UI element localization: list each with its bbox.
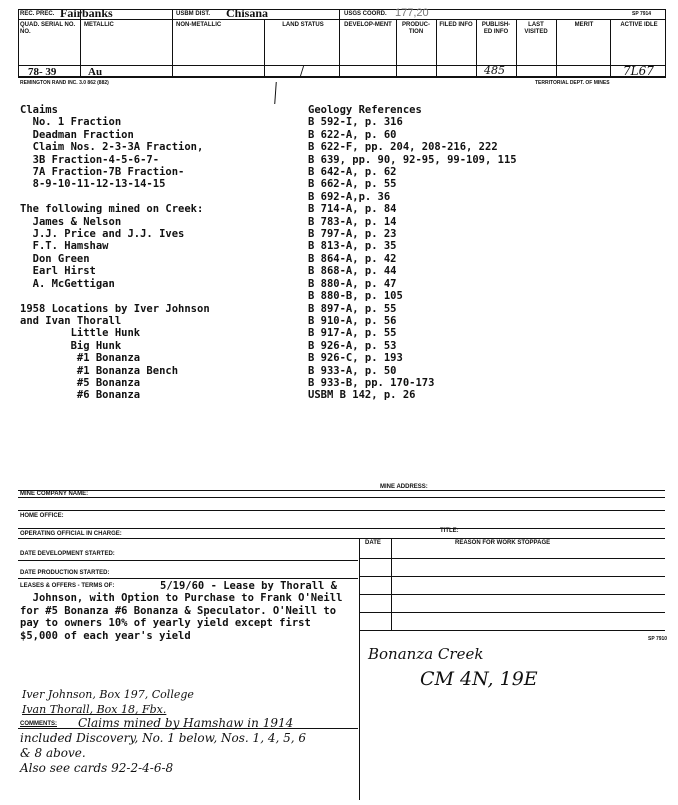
comments-line: Also see cards 92-2-4-6-8: [20, 761, 174, 775]
geology-reference-line: B 933-A, p. 50: [308, 364, 397, 377]
published-info-label: PUBLISH-ED INFO: [481, 22, 511, 35]
geology-reference-line: B 714-A, p. 84: [308, 203, 397, 216]
geology-reference-line: B 864-A, p. 42: [308, 252, 397, 265]
owner-line-1: Iver Johnson, Box 197, College: [22, 688, 194, 701]
usgs-coord-value: 177,20: [395, 7, 429, 19]
usbm-dist-value: Chisana: [226, 6, 269, 20]
geology-reference-line: B 880-A, p. 47: [308, 277, 397, 290]
handwritten-location-1: Bonanza Creek: [368, 645, 484, 663]
claims-line: 8-9-10-11-12-13-14-15: [20, 178, 166, 191]
territorial-note: TERRITORIAL DEPT. OF MINES: [535, 80, 610, 86]
land-status-label: LAND STATUS: [282, 22, 324, 28]
nonmetallic-label: NON-METALLIC: [176, 22, 222, 28]
claims-line: #1 Bonanza Bench: [20, 364, 179, 377]
development-label: DEVELOP-MENT: [344, 22, 392, 28]
claims-list: [20, 104, 210, 402]
lease-terms-line: 5/19/60 - Lease by Thorall &: [160, 580, 338, 592]
claims-line: #5 Bonanza: [20, 376, 141, 389]
geology-reference-line: B 622-F, pp. 204, 208-216, 222: [308, 141, 498, 154]
geology-reference-line: B 692-A,p. 36: [308, 190, 391, 203]
claims-line: #1 Bonanza: [20, 352, 141, 365]
printer-note: REMINGTON RAND INC. 3.0 862 (882): [20, 80, 109, 86]
geology-reference-line: B 926-A, p. 53: [308, 339, 397, 352]
lease-terms-line: pay to owners 10% of yearly yield except first: [20, 617, 311, 630]
comments-line: included Discovery, No. 1 below, Nos. 1, 4, 5, 6: [20, 731, 306, 745]
title-label: TITLE:: [440, 528, 459, 534]
lease-terms-line: for #5 Bonanza #6 Bonanza & Speculator. O'Neill to: [20, 604, 337, 617]
comments-line: Claims mined by Hamshaw in 1914: [78, 716, 294, 730]
geology-reference-line: B 880-B, p. 105: [308, 290, 403, 303]
rec-prec-label: REC. PREC.: [20, 11, 55, 17]
usbm-dist-label: USBM DIST.: [176, 11, 211, 17]
usgs-coord-label: USGS COORD.: [344, 11, 387, 17]
claims-line: J.J. Price and J.J. Ives: [20, 228, 185, 241]
leases-text: [20, 580, 342, 642]
geology-reference-line: B 622-A, p. 60: [308, 128, 397, 141]
geology-reference-line: Geology References: [308, 104, 422, 116]
geology-reference-line: B 868-A, p. 44: [308, 265, 397, 278]
geology-reference-line: B 797-A, p. 23: [308, 228, 397, 241]
geology-reference-line: B 592-I, p. 316: [308, 116, 403, 129]
claims-line: Claims: [20, 104, 58, 116]
geology-reference-line: B 813-A, p. 35: [308, 240, 397, 253]
production-label: PRODUC-TION: [402, 22, 430, 35]
mine-address-label: MINE ADDRESS:: [380, 484, 428, 490]
published-value: 485: [484, 64, 505, 77]
leases-label: LEASES & OFFERS - TERMS OF:: [20, 583, 115, 589]
active-idle-value: 7L67: [623, 64, 654, 78]
comments-label: COMMENTS:: [20, 721, 57, 727]
claims-line: Don Green: [20, 252, 90, 265]
geology-references: [308, 104, 517, 402]
geology-reference-line: B 926-C, p. 193: [308, 352, 403, 365]
geology-reference-line: B 910-A, p. 56: [308, 314, 397, 327]
metallic-label: METALLIC: [84, 22, 114, 28]
last-visited-label: LAST VISITED: [524, 22, 548, 35]
production-started-label: DATE PRODUCTION STARTED:: [20, 570, 110, 576]
claims-line: James & Nelson: [20, 215, 122, 228]
form-number-2: SP 7910: [648, 636, 668, 642]
owner-line-2: Ivan Thorall, Box 18, Fbx.: [22, 703, 167, 716]
mine-company-label: MINE COMPANY NAME:: [20, 491, 89, 497]
rec-prec-value: Fairbanks: [60, 6, 113, 20]
comments-line: & 8 above.: [20, 746, 86, 760]
claims-line: Earl Hirst: [20, 265, 96, 278]
merit-label: MERIT: [574, 22, 594, 28]
geology-reference-line: B 897-A, p. 55: [308, 302, 397, 315]
claims-line: Claim Nos. 2-3-3A Fraction,: [20, 141, 204, 154]
claims-line: Deadman Fraction: [20, 128, 134, 141]
quad-serial-value: 78- 39: [28, 66, 57, 78]
geology-reference-line: B 783-A, p. 14: [308, 215, 397, 228]
geology-reference-line: B 642-A, p. 62: [308, 166, 397, 179]
claims-line: Big Hunk: [20, 339, 122, 352]
claims-line: 7A Fraction-7B Fraction-: [20, 166, 185, 179]
geology-reference-line: USBM B 142, p. 26: [308, 389, 416, 402]
quad-serial-label: QUAD. SERIAL NO. NO.: [20, 22, 76, 35]
date-column-label: DATE: [365, 540, 381, 546]
lease-terms-line: Johnson, with Option to Purchase to Frank O'Neill: [20, 592, 343, 605]
claims-line: No. 1 Fraction: [20, 116, 122, 129]
handwritten-location-2: CM 4N, 19E: [420, 668, 538, 690]
filed-info-label: FILED INFO: [439, 22, 473, 28]
claims-line: 3B Fraction-4-5-6-7-: [20, 153, 160, 166]
form-number: SP 7914: [632, 11, 652, 17]
operating-official-label: OPERATING OFFICIAL IN CHARGE:: [20, 531, 122, 537]
active-idle-label: ACTIVE IDLE: [620, 22, 658, 28]
claims-line: The following mined on Creek:: [20, 203, 204, 216]
claims-line: [20, 290, 210, 302]
claims-line: and Ivan Thorall: [20, 314, 122, 327]
metallic-value: Au: [88, 66, 103, 78]
claims-line: 1958 Locations by Iver Johnson: [20, 302, 210, 315]
home-office-label: HOME OFFICE:: [20, 513, 64, 519]
claims-line: A. McGettigan: [20, 277, 115, 290]
claims-line: F.T. Hamshaw: [20, 240, 109, 253]
comments-text: [20, 716, 306, 776]
claims-line: Little Hunk: [20, 327, 141, 340]
reason-column-label: REASON FOR WORK STOPPAGE: [455, 540, 551, 546]
pen-mark: [274, 82, 277, 104]
development-started-label: DATE DEVELOPMENT STARTED:: [20, 551, 115, 557]
claims-line: [20, 191, 210, 203]
lease-terms-line: $5,000 of each year's yield: [20, 629, 191, 642]
geology-reference-line: B 662-A, p. 55: [308, 178, 397, 191]
geology-reference-line: B 639, pp. 90, 92-95, 99-109, 115: [308, 153, 517, 166]
geology-reference-line: B 933-B, pp. 170-173: [308, 376, 435, 389]
geology-reference-line: B 917-A, p. 55: [308, 327, 397, 340]
claims-line: #6 Bonanza: [20, 389, 141, 402]
land-status-value: /: [300, 64, 305, 78]
